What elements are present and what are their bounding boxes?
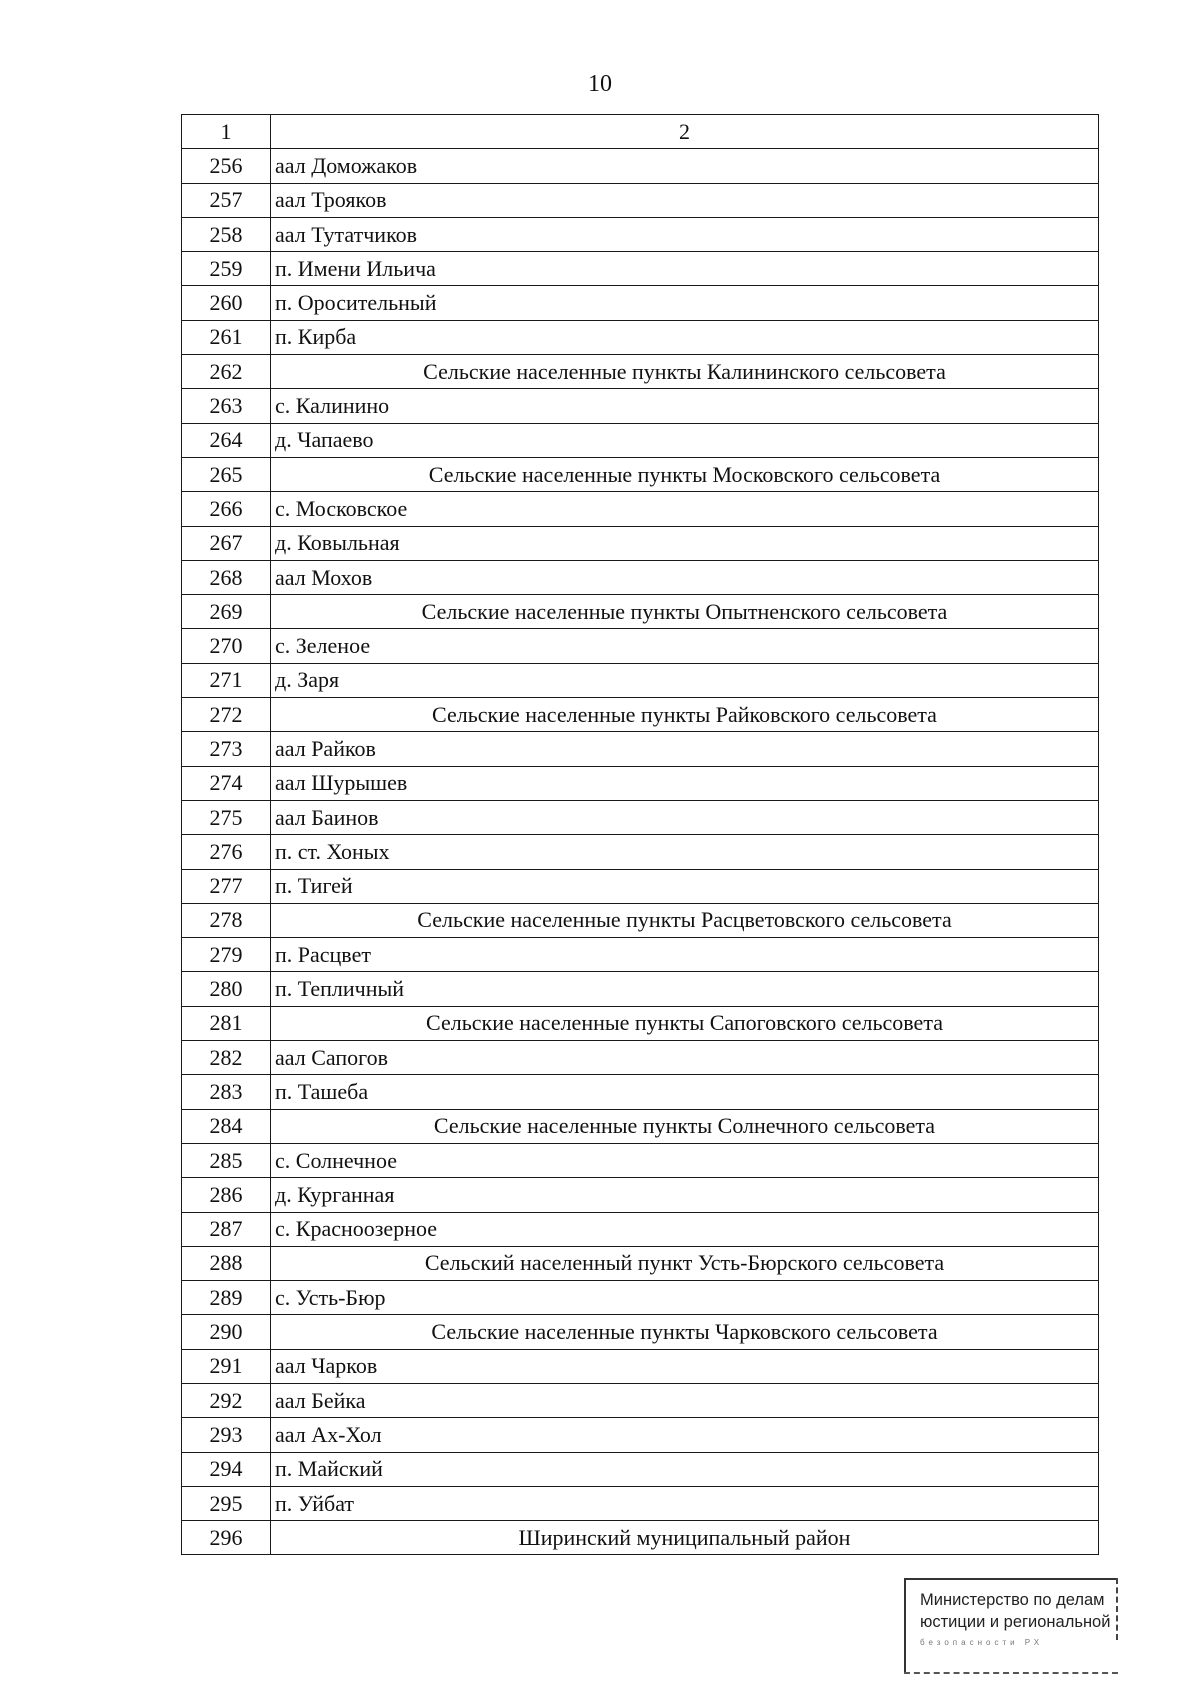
row-number: 279 — [182, 938, 271, 972]
row-number: 282 — [182, 1041, 271, 1075]
settlement-name: д. Заря — [271, 663, 1099, 697]
section-header-row — [182, 355, 1099, 389]
row-number: 286 — [182, 1178, 271, 1212]
row-number: 296 — [182, 1521, 271, 1555]
row-number: 274 — [182, 766, 271, 800]
section-header-row — [182, 1315, 1099, 1349]
table-row — [182, 252, 1099, 286]
table-row — [182, 320, 1099, 354]
settlement-name: п. Майский — [271, 1452, 1099, 1486]
settlement-name: д. Ковыльная — [271, 526, 1099, 560]
settlement-name: п. Имени Ильича — [271, 252, 1099, 286]
section-title: Сельские населенные пункты Московского сельсовета — [271, 457, 1099, 491]
table-row — [182, 938, 1099, 972]
table-row — [182, 1212, 1099, 1246]
section-title: Сельские населенные пункты Солнечного сельсовета — [271, 1109, 1099, 1143]
section-title: Сельские населенные пункты Расцветовского сельсовета — [271, 903, 1099, 937]
settlement-name: с. Солнечное — [271, 1143, 1099, 1177]
table-row — [182, 766, 1099, 800]
settlement-name: с. Калинино — [271, 389, 1099, 423]
table-row — [182, 869, 1099, 903]
table-row — [182, 1281, 1099, 1315]
stamp-frame-top — [904, 1578, 1118, 1580]
table-row — [182, 629, 1099, 663]
table-row — [182, 972, 1099, 1006]
section-title: Ширинский муниципальный район — [271, 1521, 1099, 1555]
row-number: 273 — [182, 732, 271, 766]
row-number: 281 — [182, 1006, 271, 1040]
table-row — [182, 835, 1099, 869]
row-number: 261 — [182, 320, 271, 354]
row-number: 294 — [182, 1452, 271, 1486]
settlement-name: п. Тигей — [271, 869, 1099, 903]
row-number: 291 — [182, 1349, 271, 1383]
table-row — [182, 149, 1099, 183]
stamp-frame-left — [904, 1578, 906, 1674]
row-number: 288 — [182, 1246, 271, 1280]
section-title: Сельские населенные пункты Опытненского сельсовета — [271, 595, 1099, 629]
row-number: 293 — [182, 1418, 271, 1452]
ministry-stamp — [904, 1578, 1122, 1682]
row-number: 259 — [182, 252, 271, 286]
table-row — [182, 1041, 1099, 1075]
table-row — [182, 1383, 1099, 1417]
settlement-name: с. Зеленое — [271, 629, 1099, 663]
row-number: 262 — [182, 355, 271, 389]
stamp-frame-bottom — [904, 1672, 1118, 1674]
row-number: 272 — [182, 698, 271, 732]
row-number: 287 — [182, 1212, 271, 1246]
row-number: 268 — [182, 560, 271, 594]
table-row — [182, 1486, 1099, 1520]
row-number: 264 — [182, 423, 271, 457]
stamp-line-2: юстиции и региональной — [920, 1613, 1111, 1631]
page-number: 10 — [588, 71, 612, 97]
table-row — [182, 217, 1099, 251]
settlement-name: п. Ташеба — [271, 1075, 1099, 1109]
row-number: 283 — [182, 1075, 271, 1109]
settlement-name: аал Бейка — [271, 1383, 1099, 1417]
row-number: 275 — [182, 800, 271, 834]
settlement-name: с. Красноозерное — [271, 1212, 1099, 1246]
section-title: Сельские населенные пункты Чарковского сельсовета — [271, 1315, 1099, 1349]
table-row — [182, 526, 1099, 560]
table-row — [182, 1075, 1099, 1109]
column-header-name: 2 — [271, 115, 1099, 149]
table-row — [182, 800, 1099, 834]
settlement-name: п. ст. Хоных — [271, 835, 1099, 869]
table-row — [182, 1349, 1099, 1383]
settlement-name: аал Трояков — [271, 183, 1099, 217]
row-number: 269 — [182, 595, 271, 629]
settlement-name: п. Оросительный — [271, 286, 1099, 320]
table-row — [182, 1143, 1099, 1177]
section-header-row — [182, 903, 1099, 937]
section-header-row — [182, 1109, 1099, 1143]
row-number: 256 — [182, 149, 271, 183]
table-row — [182, 423, 1099, 457]
settlement-name: аал Шурышев — [271, 766, 1099, 800]
section-title: Сельские населенные пункты Райковского сельсовета — [271, 698, 1099, 732]
settlement-name: аал Тутатчиков — [271, 217, 1099, 251]
settlement-name: д. Курганная — [271, 1178, 1099, 1212]
table-row — [182, 492, 1099, 526]
settlement-name: с. Московское — [271, 492, 1099, 526]
row-number: 277 — [182, 869, 271, 903]
row-number: 260 — [182, 286, 271, 320]
section-header-row — [182, 1246, 1099, 1280]
settlement-name: п. Кирба — [271, 320, 1099, 354]
settlement-name: аал Доможаков — [271, 149, 1099, 183]
section-header-row — [182, 698, 1099, 732]
row-number: 267 — [182, 526, 271, 560]
section-header-row — [182, 595, 1099, 629]
section-header-row — [182, 1521, 1099, 1555]
table-row — [182, 389, 1099, 423]
row-number: 295 — [182, 1486, 271, 1520]
section-title: Сельский населенный пункт Усть-Бюрского сельсовета — [271, 1246, 1099, 1280]
column-header-number: 1 — [182, 115, 271, 149]
settlement-name: аал Сапогов — [271, 1041, 1099, 1075]
row-number: 284 — [182, 1109, 271, 1143]
row-number: 278 — [182, 903, 271, 937]
settlement-name: п. Уйбат — [271, 1486, 1099, 1520]
row-number: 290 — [182, 1315, 271, 1349]
settlement-name: аал Чарков — [271, 1349, 1099, 1383]
table-row — [182, 732, 1099, 766]
table-header-row — [182, 115, 1099, 149]
stamp-line-3: безопасности РХ — [920, 1638, 1044, 1647]
table-row — [182, 1452, 1099, 1486]
table-row — [182, 183, 1099, 217]
settlement-name: д. Чапаево — [271, 423, 1099, 457]
section-header-row — [182, 1006, 1099, 1040]
row-number: 289 — [182, 1281, 271, 1315]
settlement-name: п. Тепличный — [271, 972, 1099, 1006]
table-row — [182, 663, 1099, 697]
row-number: 270 — [182, 629, 271, 663]
row-number: 265 — [182, 457, 271, 491]
settlement-name: аал Баинов — [271, 800, 1099, 834]
settlement-name: аал Мохов — [271, 560, 1099, 594]
table-row — [182, 1178, 1099, 1212]
section-title: Сельские населенные пункты Сапоговского сельсовета — [271, 1006, 1099, 1040]
settlement-name: аал Райков — [271, 732, 1099, 766]
settlement-name: аал Ах-Хол — [271, 1418, 1099, 1452]
row-number: 258 — [182, 217, 271, 251]
settlement-name: п. Расцвет — [271, 938, 1099, 972]
row-number: 276 — [182, 835, 271, 869]
row-number: 285 — [182, 1143, 271, 1177]
section-title: Сельские населенные пункты Калининского сельсовета — [271, 355, 1099, 389]
row-number: 292 — [182, 1383, 271, 1417]
row-number: 266 — [182, 492, 271, 526]
settlements-table — [181, 114, 1099, 1555]
row-number: 263 — [182, 389, 271, 423]
row-number: 271 — [182, 663, 271, 697]
stamp-line-1: Министерство по делам — [920, 1591, 1105, 1609]
table-row — [182, 1418, 1099, 1452]
row-number: 280 — [182, 972, 271, 1006]
settlement-name: с. Усть-Бюр — [271, 1281, 1099, 1315]
row-number: 257 — [182, 183, 271, 217]
table-body — [182, 115, 1099, 1555]
stamp-frame-right — [1116, 1578, 1118, 1640]
section-header-row — [182, 457, 1099, 491]
table-row — [182, 286, 1099, 320]
table-row — [182, 560, 1099, 594]
